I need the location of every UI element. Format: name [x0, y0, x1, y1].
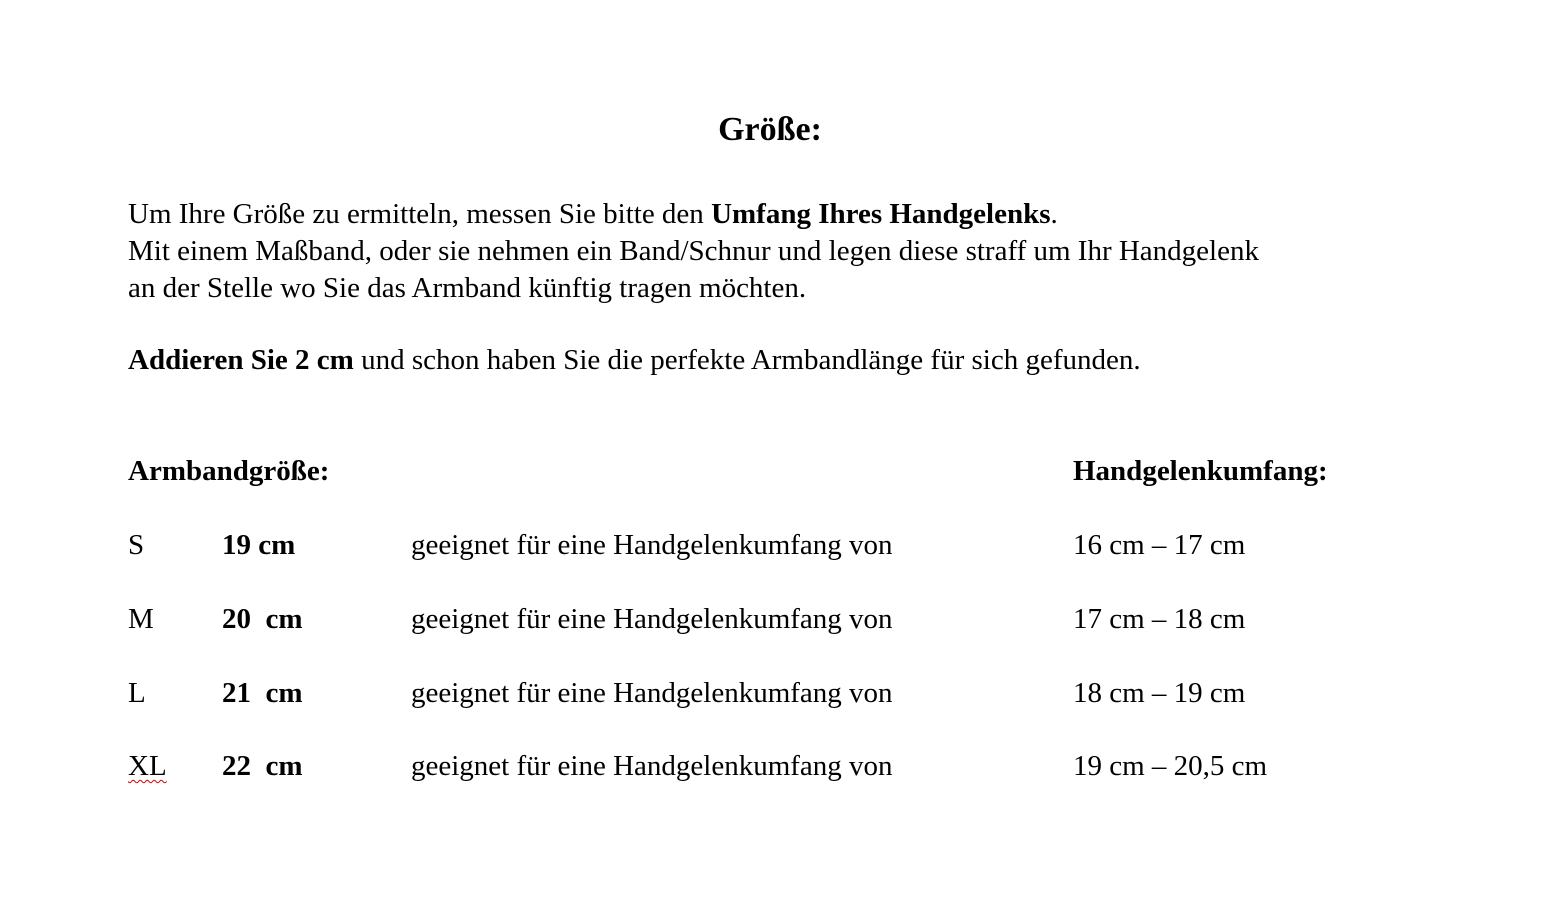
size-label: XL — [128, 750, 167, 782]
bracelet-length: 19 cm — [222, 529, 296, 561]
intro-paragraph — [128, 196, 1259, 307]
size-description: geeignet für eine Handgelenkumfang von — [411, 603, 893, 635]
size-row-s — [0, 527, 1560, 564]
size-column-header: Armbandgröße: — [128, 455, 330, 487]
tip-paragraph — [128, 342, 1141, 379]
tip-text: und schon haben Sie die perfekte Armbandlänge für sich gefunden. — [353, 344, 1141, 376]
wrist-range: 17 cm – 18 cm — [1073, 603, 1246, 635]
bracelet-length: 21 cm — [222, 677, 303, 709]
size-description: geeignet für eine Handgelenkumfang von — [411, 750, 893, 782]
intro-line-2: Mit einem Maßband, oder sie nehmen ein Band/Schnur und legen diese straff um Ihr Handgelenk — [128, 235, 1259, 267]
size-label: S — [128, 529, 145, 561]
size-label: M — [128, 603, 154, 635]
size-description: geeignet für eine Handgelenkumfang von — [411, 677, 893, 709]
size-row-xl — [0, 748, 1560, 785]
intro-line-1 — [128, 196, 1259, 233]
wrist-range: 19 cm – 20,5 cm — [1073, 750, 1268, 782]
bracelet-length: 22 cm — [222, 750, 303, 782]
wrist-range: 16 cm – 17 cm — [1073, 529, 1246, 561]
intro-line-3: an der Stelle wo Sie das Armband künftig tragen möchten. — [128, 272, 807, 304]
size-label: L — [128, 677, 146, 709]
page-title: Größe: — [718, 111, 822, 148]
wrist-column-header: Handgelenkumfang: — [1073, 455, 1328, 487]
intro-line-1-period: . — [1050, 198, 1058, 230]
intro-line-1-text: Um Ihre Größe zu ermitteln, messen Sie bitte den — [128, 198, 712, 230]
size-row-l — [0, 675, 1560, 712]
size-row-m — [0, 601, 1560, 638]
intro-line-1-emphasis: Umfang Ihres Handgelenks — [711, 198, 1051, 230]
bracelet-length: 20 cm — [222, 603, 303, 635]
size-description: geeignet für eine Handgelenkumfang von — [411, 529, 893, 561]
tip-emphasis: Addieren Sie 2 cm — [128, 344, 354, 376]
wrist-range: 18 cm – 19 cm — [1073, 677, 1246, 709]
